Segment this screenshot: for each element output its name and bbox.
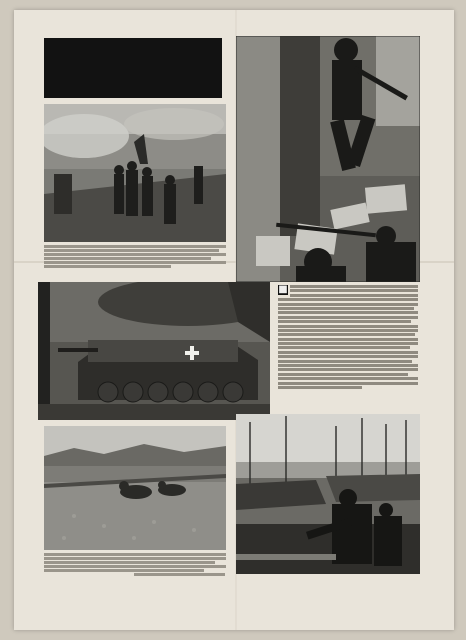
caption-photo-4 [44,552,226,582]
photo-harbor-boats [236,414,420,574]
photo-soldiers-field [44,426,226,550]
page-header [44,20,420,32]
article-drop-cap: ■ [278,284,288,295]
photo-river-crossing [44,104,226,242]
headline-block [44,38,222,98]
photo-assault-gun [38,282,270,420]
caption-photo-1 [44,244,226,274]
photo-ruins-combat [236,36,420,282]
article-text-column [278,284,418,404]
